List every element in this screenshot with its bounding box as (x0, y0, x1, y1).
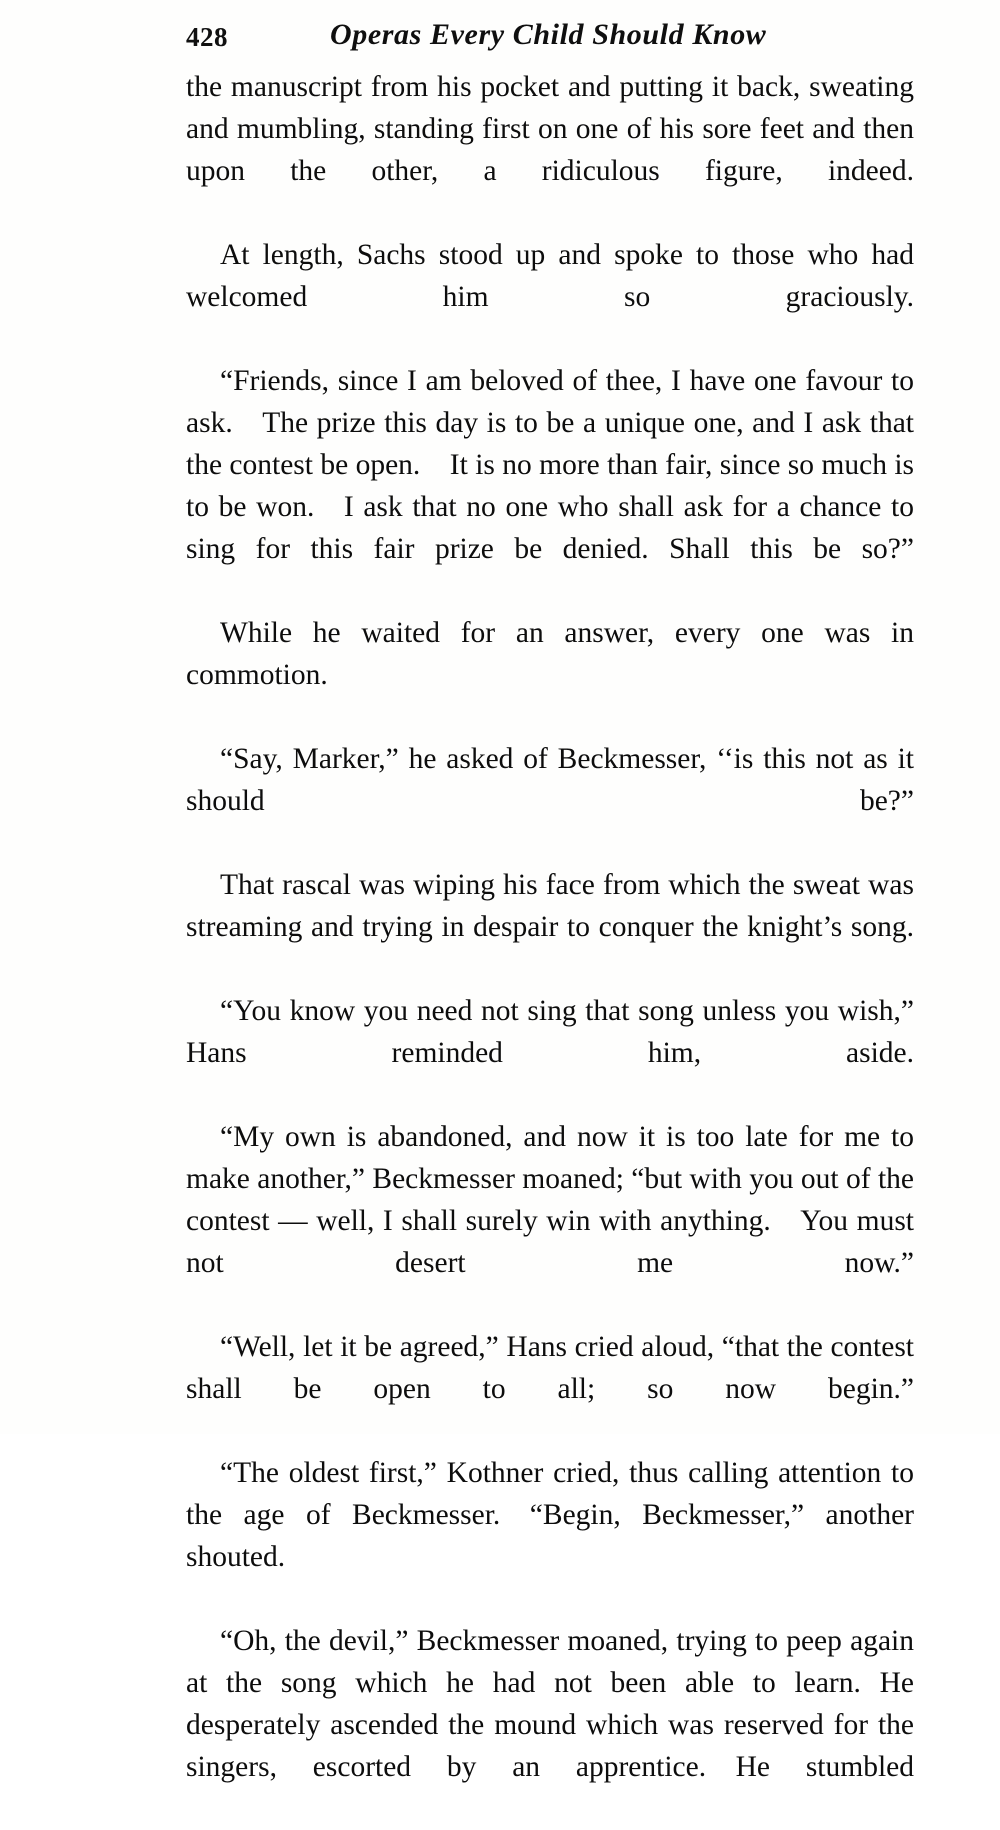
running-title: Operas Every Child Should Know (330, 18, 767, 51)
paragraph: “Well, let it be agreed,” Hans cried aloud, “that the contest shall be open to all; so now begin.” (186, 1331, 914, 1405)
paragraph: While he waited for an answer, every one was in commotion. (186, 617, 914, 691)
paragraph: “Oh, the devil,” Beckmesser moaned, trying to peep again at the song which he had not been able to learn. He desperately ascended the mound which was reserved for the singers, escorted by an apprentice. He stumbled (186, 1625, 914, 1783)
paragraph: “Friends, since I am beloved of thee, I have one favour to ask. The prize this day is to be a unique one, and I ask that the contest be open. It is no more than fair, since so much is to be won. I ask that no one who shall ask for a chance to sing for this fair prize be denied. Shall this be so?” (186, 365, 914, 565)
paragraph: That rascal was wiping his face from which the sweat was streaming and trying in despair to conquer the knight’s song. (186, 869, 914, 943)
paragraph: At length, Sachs stood up and spoke to those who had welcomed him so graciously. (186, 239, 914, 313)
page-header (0, 10, 1000, 62)
paragraph: the manuscript from his pocket and putting it back, sweating and mumbling, standing first on one of his sore feet and then upon the other, a ridiculous figure, indeed. (186, 71, 914, 187)
page-number: 428 (186, 22, 228, 52)
paragraph: “My own is abandoned, and now it is too late for me to make another,” Beckmesser moaned; “but with you out of the contest — well, I shall surely win with anything. You must not desert me now.” (186, 1121, 914, 1279)
paragraph: “Say, Marker,” he asked of Beckmesser, ‘‘is this not as it should be?” (186, 743, 914, 817)
paragraph: “The oldest first,” Kothner cried, thus calling attention to the age of Beckmesser. “Begin, Beckmesser,” another shouted. (186, 1457, 914, 1573)
page-body (186, 66, 914, 1830)
paragraph: “You know you need not sing that song unless you wish,” Hans reminded him, aside. (186, 995, 914, 1069)
